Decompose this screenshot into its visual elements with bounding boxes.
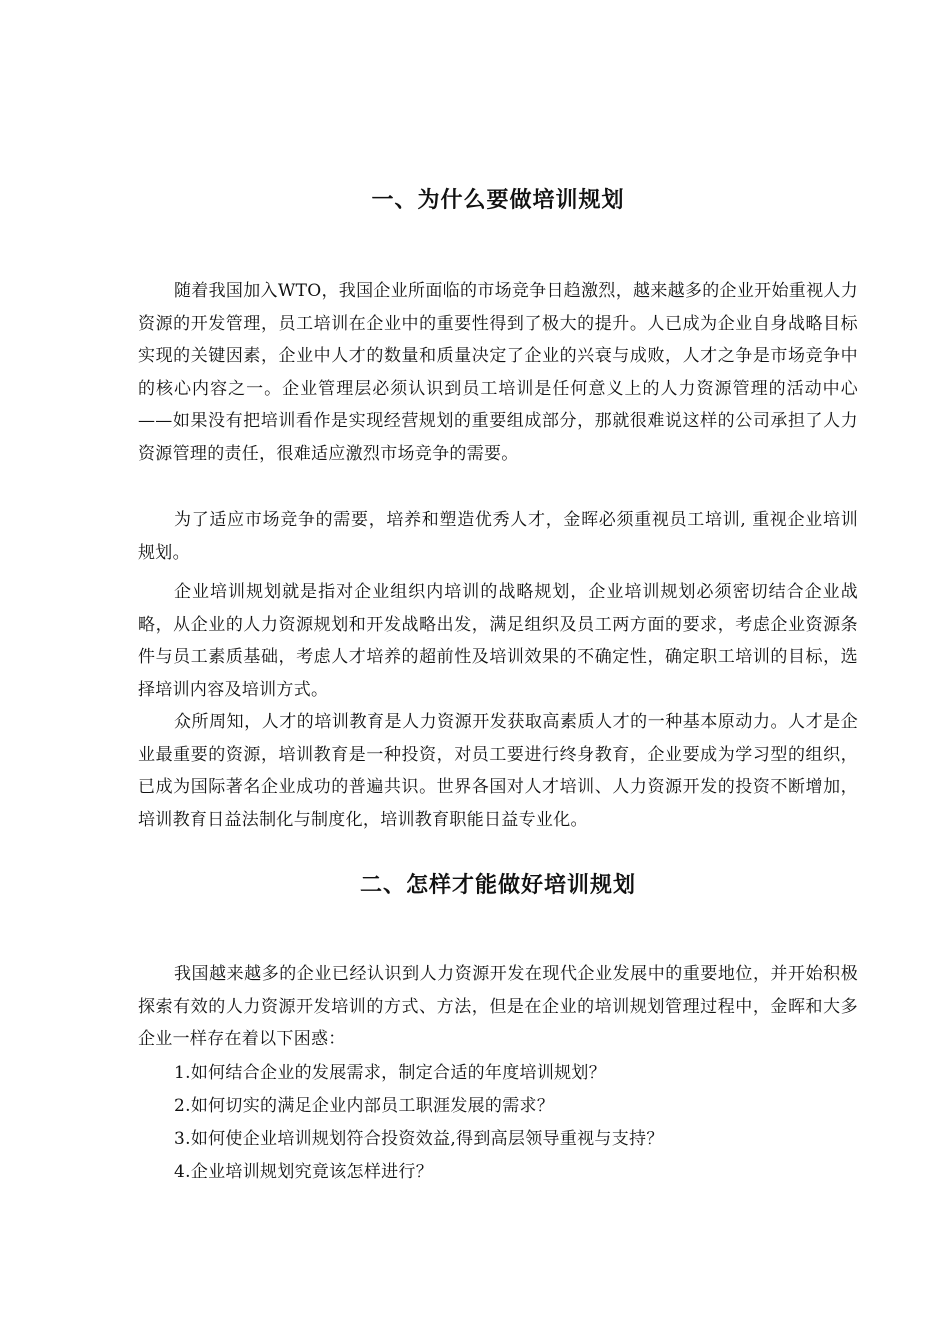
section-1-paragraph-1: 随着我国加入WTO，我国企业所面临的市场竞争日趋激烈，越来越多的企业开始重视人力资源的开发管理，员工培训在企业中的重要性得到了极大的提升。人已成为企业自身战略目标实现的关键因素，企业中人才的数量和质量决定了企业的兴衰与成败，人才之争是市场竞争中的核心内容之一。企业管理层必须认识到员工培训是任何意义上的人力资源管理的活动中心——如果没有把培训看作是实现经营规划的重要组成部分，那就很难说这样的公司承担了人力资源管理的责任，很难适应激烈市场竞争的需要。 (138, 281, 858, 464)
question-item-2: 2.如何切实的满足企业内部员工职涯发展的需求？ (174, 1096, 555, 1116)
section-1-paragraph-2: 为了适应市场竞争的需要，培养和塑造优秀人才，金晖必须重视员工培训, 重视企业培训规划。 (138, 510, 858, 563)
section-1-heading: 一、为什么要做培训规划 (371, 188, 625, 213)
question-item-4: 4.企业培训规划究竟该怎样进行？ (174, 1162, 434, 1182)
section-1-paragraph-4: 众所周知，人才的培训教育是人力资源开发获取高素质人才的一种基本原动力。人才是企业最重要的资源，培训教育是一种投资，对员工要进行终身教育，企业要成为学习型的组织，已成为国际著名企业成功的普遍共识。世界各国对人才培训、人力资源开发的投资不断增加，培训教育日益法制化与制度化，培训教育职能日益专业化。 (138, 712, 858, 830)
section-1-paragraph-3: 企业培训规划就是指对企业组织内培训的战略规划，企业培训规划必须密切结合企业战略，从企业的人力资源规划和开发战略出发，满足组织及员工两方面的要求，考虑企业资源条件与员工素质基础，考虑人才培养的超前性及培训效果的不确定性，确定职工培训的目标，选择培训内容及培训方式。 (138, 582, 858, 700)
question-item-1: 1.如何结合企业的发展需求，制定合适的年度培训规划？ (174, 1063, 607, 1083)
section-2-intro: 我国越来越多的企业已经认识到人力资源开发在现代企业发展中的重要地位，并开始积极探索有效的人力资源开发培训的方式、方法，但是在企业的培训规划管理过程中，金晖和大多企业一样存在着以下困惑： (138, 964, 858, 1049)
section-2-heading: 二、怎样才能做好培训规划 (359, 873, 636, 898)
question-item-3: 3.如何使企业培训规划符合投资效益,得到高层领导重视与支持？ (174, 1129, 664, 1149)
